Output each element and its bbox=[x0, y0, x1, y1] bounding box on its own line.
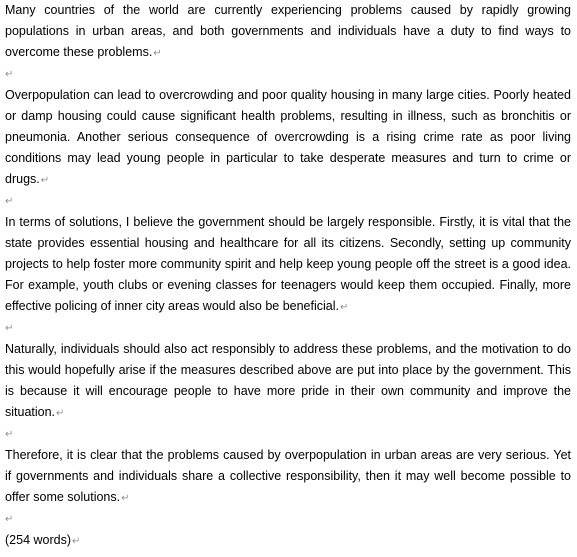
blank-line bbox=[5, 64, 571, 85]
paragraph-mark-icon: ↵ bbox=[40, 175, 50, 186]
paragraph-text: Many countries of the world are currently experiencing problems caused by rapidly growing populations in urban areas, and both governments and individuals have a duty to find ways to overcome these problems. bbox=[5, 3, 571, 59]
blank-line bbox=[5, 318, 571, 339]
document-body bbox=[5, 0, 571, 552]
paragraph-text: In terms of solutions, I believe the government should be largely responsible. Firstly, it is vital that the state provides essential housing and healthcare for all its citizens. Secondly, setting up community projects to help foster more community spirit and help keep young people off the street is a good idea. For example, youth clubs or evening classes for teenagers would keep them occupied. Finally, more effective policing of inner city areas would also be beneficial. bbox=[5, 215, 571, 313]
paragraph-mark-icon: ↵ bbox=[5, 323, 14, 334]
paragraph-text: Naturally, individuals should also act responsibly to address these problems, and the motivation to do this would hopefully arise if the measures described above are put into place by the government. This is because it will encourage people to have more pride in their own community and improve the situation. bbox=[5, 342, 571, 419]
blank-line bbox=[5, 191, 571, 212]
blank-line bbox=[5, 424, 571, 445]
paragraph-mark-icon: ↵ bbox=[340, 302, 349, 313]
paragraph-mark-icon: ↵ bbox=[5, 196, 14, 207]
paragraph-individual-responsibility bbox=[5, 339, 571, 424]
paragraph-mark-icon: ↵ bbox=[56, 408, 65, 419]
paragraph-text: Overpopulation can lead to overcrowding and poor quality housing in many large cities. Poorly heated or damp housing could cause significant health problems, resulting in illness, such as bronchitis or pneumonia. Another serious consequence of overcrowding is a rising crime rate as poor living conditions may lead young people in particular to take desperate measures and turn to crime or drugs. bbox=[5, 88, 571, 186]
paragraph-mark-icon: ↵ bbox=[5, 69, 14, 80]
paragraph-mark-icon: ↵ bbox=[153, 48, 162, 59]
paragraph-introduction bbox=[5, 0, 571, 64]
paragraph-mark-icon: ↵ bbox=[72, 536, 81, 547]
paragraph-mark-icon: ↵ bbox=[5, 429, 14, 440]
blank-line bbox=[5, 509, 571, 530]
word-count-text: (254 words) bbox=[5, 533, 71, 547]
paragraph-conclusion bbox=[5, 445, 571, 509]
paragraph-mark-icon: ↵ bbox=[121, 493, 130, 504]
paragraph-text: Therefore, it is clear that the problems caused by overpopulation in urban areas are very serious. Yet if governments and individuals share a collective responsibility, then it may well become possible to offer some solutions. bbox=[5, 448, 571, 504]
word-count bbox=[5, 530, 571, 552]
paragraph-government-solutions bbox=[5, 212, 571, 318]
paragraph-problems bbox=[5, 85, 571, 191]
paragraph-mark-icon: ↵ bbox=[5, 514, 14, 525]
